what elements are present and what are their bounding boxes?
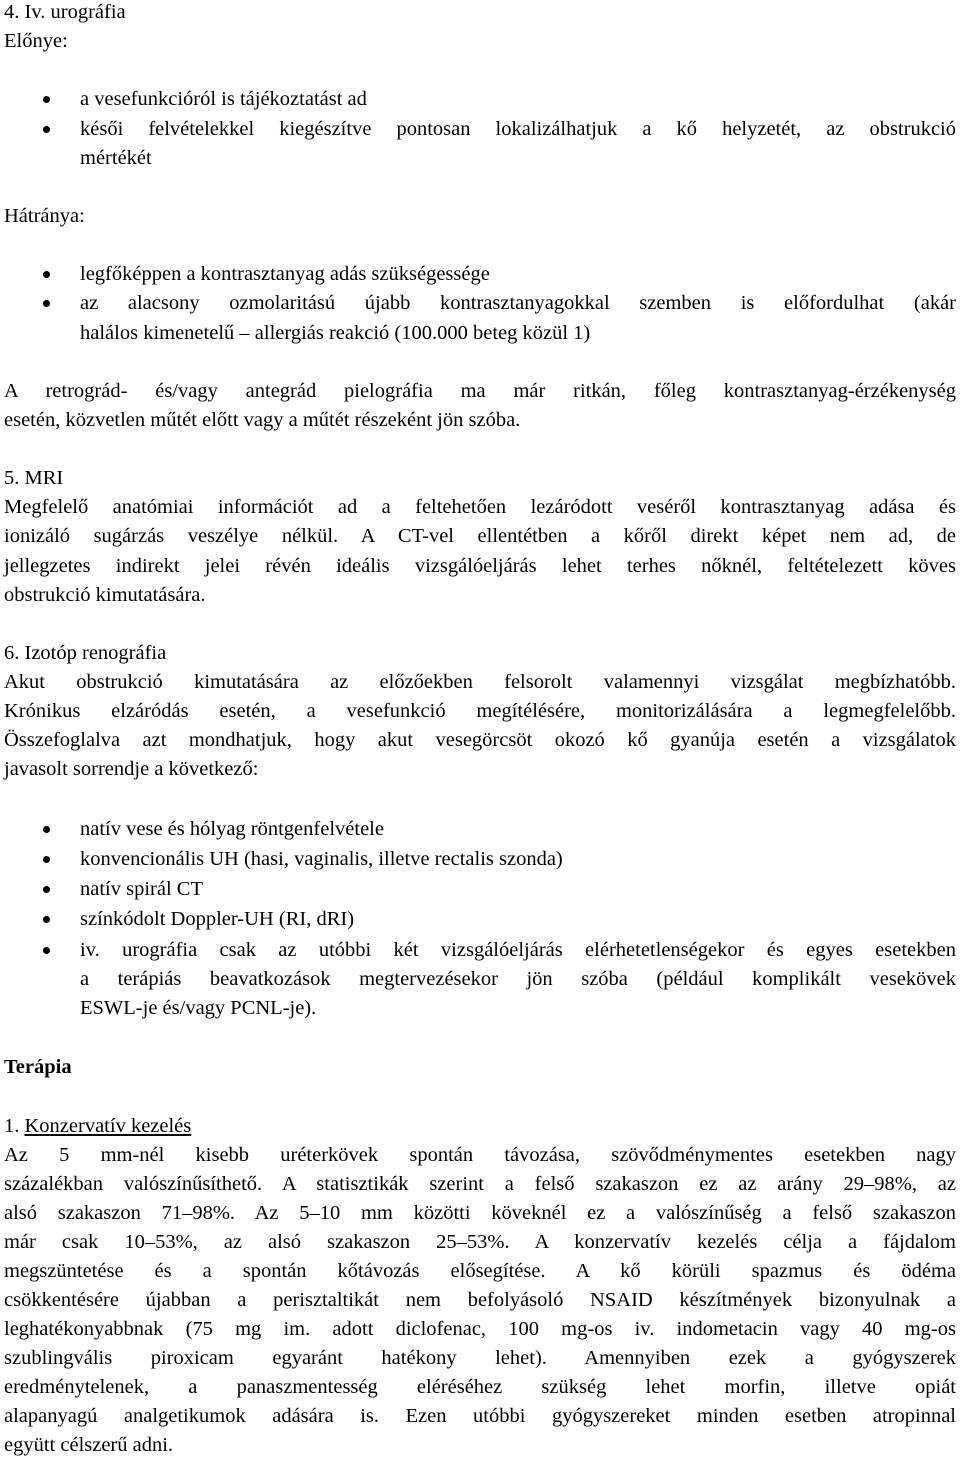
bullet-icon <box>43 856 50 863</box>
exam-order-item: natív vese és hólyag röntgenfelvétele <box>80 818 384 840</box>
exam-order-item: színkódolt Doppler-UH (RI, dRI) <box>80 908 355 930</box>
therapy-paragraph-line: alapanyagú analgetikumok adására is. Ezen utóbbi gyógyszereket minden esetben atropinnal <box>4 1405 956 1427</box>
advantage-item-continuation: mértékét <box>80 147 152 169</box>
bullet-icon <box>43 300 50 307</box>
mri-paragraph-line: ionizáló sugárzás veszélye nélkül. A CT-vel ellentétben a kőről direkt képet nem ad, de <box>4 525 956 547</box>
therapy-paragraph-line: Az 5 mm-nél kisebb uréterkövek spontán távozása, szövődménymentes esetekben nagy <box>4 1144 956 1166</box>
therapy-paragraph-line: együtt célszerű adni. <box>4 1434 174 1456</box>
therapy-paragraph-line: már csak 10–53%, az alsó szakaszon 25–53%. A konzervatív kezelés célja a fájdalom <box>4 1231 956 1253</box>
exam-order-item: konvencionális UH (hasi, vaginalis, illetve rectalis szonda) <box>80 848 563 870</box>
exam-order-item: iv. urográfia csak az utóbbi két vizsgálóeljárás elérhetetlenségekor és egyes esetekben <box>80 939 956 961</box>
bullet-icon <box>43 916 50 923</box>
renography-paragraph-line: Összefoglalva azt mondhatjuk, hogy akut vesegörcsöt okozó kő gyanúja esetén a vizsgálatok <box>4 729 956 751</box>
renography-paragraph-line: Akut obstrukció kimutatására az előzőekben felsorolt valamennyi vizsgálat megbízhatóbb. <box>4 671 956 693</box>
therapy-subheading <box>4 1116 191 1137</box>
therapy-paragraph-line: szublingvális piroxicam egyaránt hatékony lehet). Amennyiben ezek a gyógyszerek <box>4 1347 956 1369</box>
mri-paragraph-line: Megfelelő anatómiai információt ad a feltehetően lezáródott veséről kontrasztanyag adása és <box>4 496 956 518</box>
advantages-label: Előnye: <box>4 30 68 52</box>
therapy-paragraph-line: csökkentésére újabban a perisztaltikát nem befolyásoló NSAID készítmények bizonyulnak a <box>4 1289 956 1311</box>
disadvantages-label: Hátránya: <box>4 205 85 227</box>
pyelography-paragraph-line: esetén, közvetlen műtét előtt vagy a műtét részeként jön szóba. <box>4 409 521 431</box>
disadvantage-item: legfőképpen a kontrasztanyag adás szükségessége <box>80 263 490 285</box>
therapy-paragraph-line: eredménytelenek, a panaszmentesség eléréséhez szükség lehet morfin, illetve opiát <box>4 1376 956 1398</box>
bullet-icon <box>43 126 50 133</box>
section-6-heading: 6. Izotóp renográfia <box>4 642 167 664</box>
therapy-subheading-number: 1. <box>4 1115 25 1137</box>
section-4-heading: 4. Iv. urográfia <box>4 1 126 23</box>
therapy-paragraph-line: leghatékonyabbnak (75 mg im. adott diclofenac, 100 mg-os iv. indometacin vagy 40 mg-os <box>4 1318 956 1340</box>
pyelography-paragraph-line: A retrográd- és/vagy antegrád pielográfia ma már ritkán, főleg kontrasztanyag-érzékenység <box>4 380 956 402</box>
bullet-icon <box>43 271 50 278</box>
bullet-icon <box>43 826 50 833</box>
therapy-paragraph-line: megszüntetése és a spontán kőtávozás elősegítése. A kő körüli spazmus és ödéma <box>4 1260 956 1282</box>
therapy-paragraph-line: alsó szakaszon 71–98%. Az 5–10 mm közötti köveknél ez a valószínűség a felső szakaszon <box>4 1202 956 1224</box>
bullet-icon <box>43 947 50 954</box>
exam-order-item-continuation: ESWL-je és/vagy PCNL-je). <box>80 997 317 1019</box>
bullet-icon <box>43 886 50 893</box>
bullet-icon <box>43 96 50 103</box>
therapy-paragraph-line: százalékban valószínűsíthető. A statisztikák szerint a felső szakaszon ez az arány 29–98%, az <box>4 1173 956 1195</box>
renography-paragraph-line: Krónikus elzáródás esetén, a vesefunkció megítélésére, monitorizálására a legmegfelelőbb. <box>4 700 956 722</box>
mri-paragraph-line: obstrukció kimutatására. <box>4 584 206 606</box>
disadvantage-item: az alacsony ozmolaritású újabb kontrasztanyagokkal szemben is előfordulhat (akár <box>80 292 956 314</box>
therapy-subheading-title: Konzervatív kezelés <box>24 1115 192 1137</box>
advantage-item: késői felvételekkel kiegészítve pontosan lokalizálhatjuk a kő helyzetét, az obstrukció <box>80 118 956 140</box>
therapy-heading: Terápia <box>4 1056 72 1078</box>
exam-order-item: natív spirál CT <box>80 878 203 900</box>
mri-paragraph-line: jellegzetes indirekt jelei révén ideális vizsgálóeljárás lehet terhes nőknél, feltételezett köves <box>4 555 956 577</box>
renography-paragraph-line: javasolt sorrendje a következő: <box>4 758 259 780</box>
advantage-item: a vesefunkcióról is tájékoztatást ad <box>80 88 367 110</box>
exam-order-item-continuation: a terápiás beavatkozások megtervezésekor jön szóba (például komplikált vesekövek <box>80 968 956 990</box>
disadvantage-item-continuation: halálos kimenetelű – allergiás reakció (100.000 beteg közül 1) <box>80 322 591 344</box>
section-5-heading: 5. MRI <box>4 467 64 489</box>
